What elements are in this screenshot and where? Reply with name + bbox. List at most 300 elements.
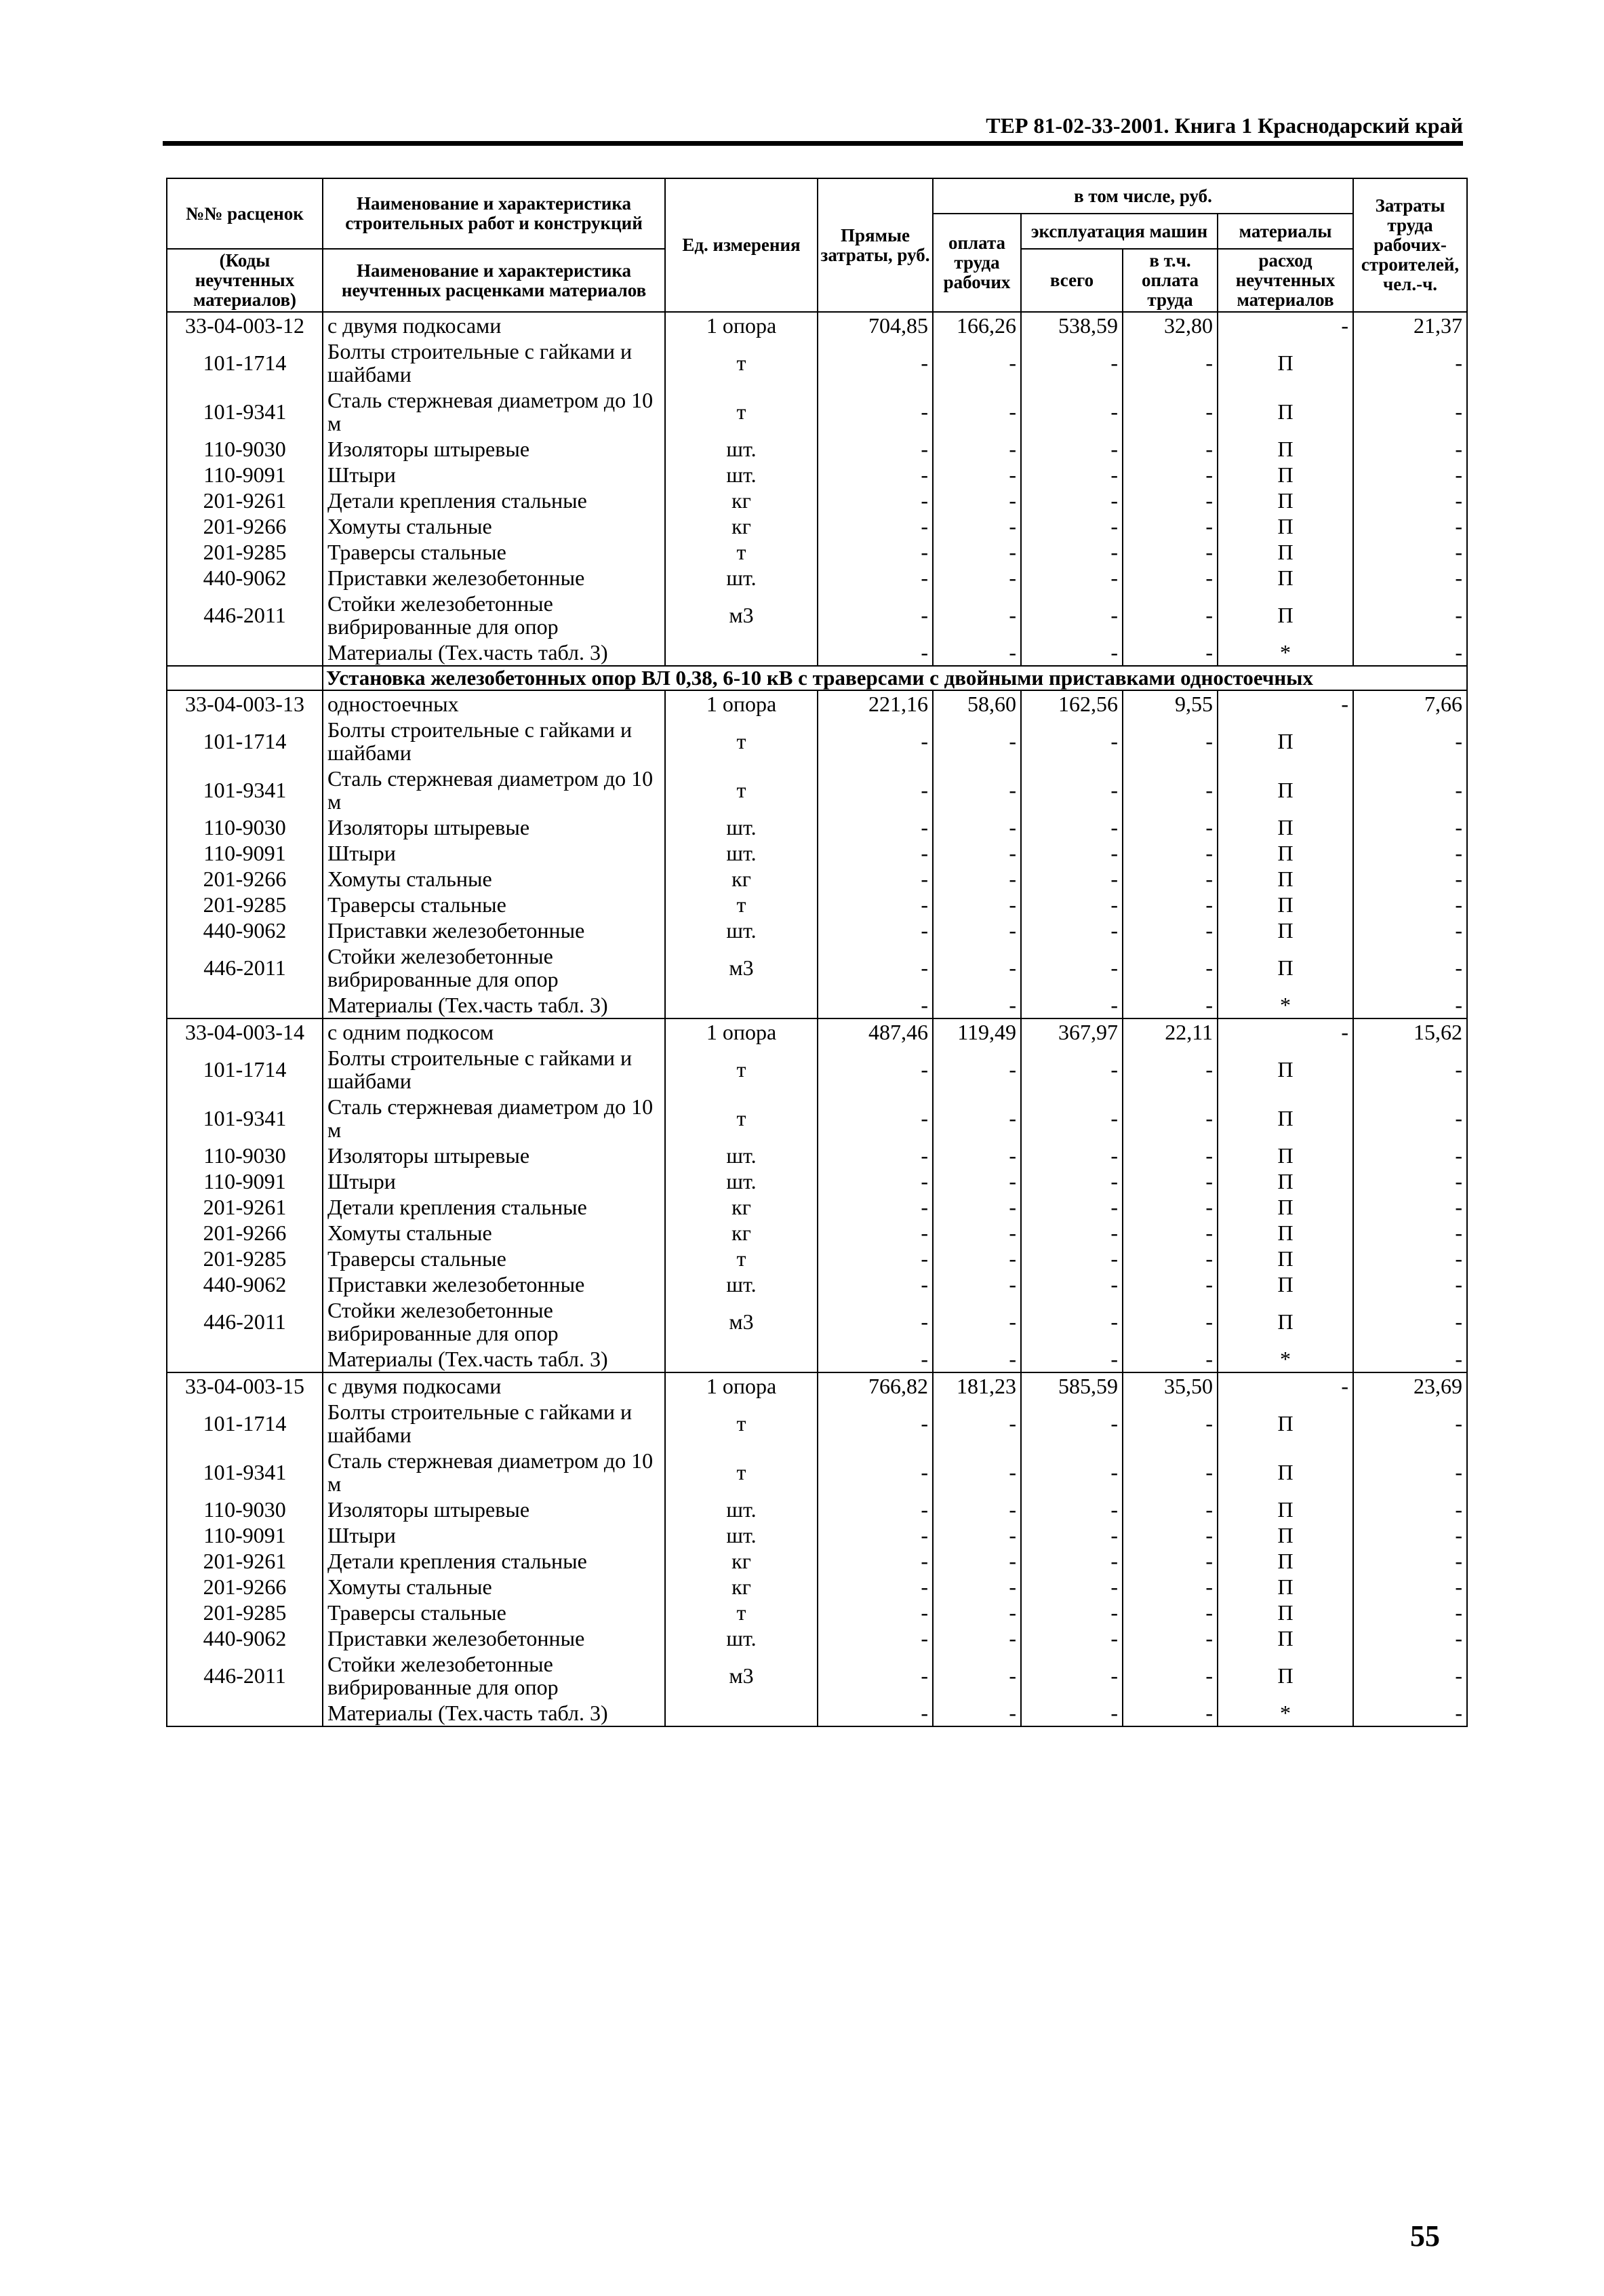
wage-dash: - bbox=[933, 866, 1021, 892]
material-mark: П bbox=[1218, 1094, 1353, 1143]
wage-dash: - bbox=[933, 1651, 1021, 1700]
material-name: Болты строительные с гайками и шайбами bbox=[323, 1045, 665, 1094]
machine-total-dash: - bbox=[1021, 992, 1123, 1018]
labor-dash: - bbox=[1353, 591, 1467, 639]
direct-cost-dash: - bbox=[818, 840, 933, 866]
material-code: 110-9030 bbox=[167, 814, 323, 840]
labor-dash: - bbox=[1353, 1220, 1467, 1246]
rate-labor: 21,37 bbox=[1353, 312, 1467, 338]
table-row-material bbox=[167, 1297, 1467, 1346]
wage-dash: - bbox=[933, 1220, 1021, 1246]
machine-wage-dash: - bbox=[1123, 1625, 1218, 1651]
wage-dash: - bbox=[933, 1448, 1021, 1497]
material-code: 201-9266 bbox=[167, 1220, 323, 1246]
col-mat-sub-header: расход неучтенных материалов bbox=[1218, 249, 1353, 312]
direct-cost-dash: - bbox=[818, 1548, 933, 1574]
machine-total-dash: - bbox=[1021, 1700, 1123, 1726]
labor-dash: - bbox=[1353, 814, 1467, 840]
material-unit: шт. bbox=[665, 565, 818, 591]
machine-wage-dash: - bbox=[1123, 488, 1218, 513]
labor-dash: - bbox=[1353, 639, 1467, 666]
wage-dash: - bbox=[933, 436, 1021, 462]
material-unit bbox=[665, 1346, 818, 1372]
direct-cost-dash: - bbox=[818, 338, 933, 387]
table-row-material bbox=[167, 1625, 1467, 1651]
wage-dash: - bbox=[933, 1045, 1021, 1094]
rate-wage: 181,23 bbox=[933, 1372, 1021, 1399]
wage-dash: - bbox=[933, 917, 1021, 943]
material-code: 110-9091 bbox=[167, 462, 323, 488]
table-row-material bbox=[167, 1574, 1467, 1600]
material-code: 446-2011 bbox=[167, 1297, 323, 1346]
machine-total-dash: - bbox=[1021, 1600, 1123, 1625]
material-name: Стойки железобетонные вибрированные для опор bbox=[323, 943, 665, 992]
col-incl-header: в том числе, руб. bbox=[933, 178, 1353, 214]
col-name-header: Наименование и характеристика строительных работ и конструкций bbox=[323, 178, 665, 249]
table-row-material bbox=[167, 1168, 1467, 1194]
material-name: Сталь стержневая диаметром до 10 м bbox=[323, 766, 665, 814]
machine-wage-dash: - bbox=[1123, 1194, 1218, 1220]
table-row-material bbox=[167, 1399, 1467, 1448]
labor-dash: - bbox=[1353, 717, 1467, 766]
wage-dash: - bbox=[933, 1143, 1021, 1168]
machine-wage-dash: - bbox=[1123, 766, 1218, 814]
direct-cost-dash: - bbox=[818, 992, 933, 1018]
material-name: Хомуты стальные bbox=[323, 866, 665, 892]
material-unit: т bbox=[665, 892, 818, 917]
material-code: 110-9030 bbox=[167, 1143, 323, 1168]
material-unit bbox=[665, 992, 818, 1018]
machine-total-dash: - bbox=[1021, 814, 1123, 840]
table-row-material bbox=[167, 1194, 1467, 1220]
labor-dash: - bbox=[1353, 1271, 1467, 1297]
rate-labor: 7,66 bbox=[1353, 690, 1467, 717]
machine-total-dash: - bbox=[1021, 1194, 1123, 1220]
direct-cost-dash: - bbox=[818, 462, 933, 488]
machine-total-dash: - bbox=[1021, 338, 1123, 387]
direct-cost-dash: - bbox=[818, 1700, 933, 1726]
rate-machine-wage: 9,55 bbox=[1123, 690, 1218, 717]
material-mark: П bbox=[1218, 766, 1353, 814]
machine-wage-dash: - bbox=[1123, 1522, 1218, 1548]
direct-cost-dash: - bbox=[818, 1297, 933, 1346]
direct-cost-dash: - bbox=[818, 1271, 933, 1297]
wage-dash: - bbox=[933, 1700, 1021, 1726]
wage-dash: - bbox=[933, 1399, 1021, 1448]
material-name: Штыри bbox=[323, 840, 665, 866]
material-code: 110-9030 bbox=[167, 436, 323, 462]
material-unit: кг bbox=[665, 1194, 818, 1220]
material-code: 101-9341 bbox=[167, 1448, 323, 1497]
machine-wage-dash: - bbox=[1123, 436, 1218, 462]
table-row-material bbox=[167, 1094, 1467, 1143]
machine-total-dash: - bbox=[1021, 1548, 1123, 1574]
wage-dash: - bbox=[933, 992, 1021, 1018]
direct-cost-dash: - bbox=[818, 1625, 933, 1651]
table-row-material bbox=[167, 1548, 1467, 1574]
material-code: 446-2011 bbox=[167, 1651, 323, 1700]
direct-cost-dash: - bbox=[818, 1094, 933, 1143]
table-row-material bbox=[167, 1700, 1467, 1726]
direct-cost-dash: - bbox=[818, 814, 933, 840]
rate-name: одностоечных bbox=[323, 690, 665, 717]
table-row-material bbox=[167, 892, 1467, 917]
material-mark: П bbox=[1218, 1297, 1353, 1346]
material-code: 110-9091 bbox=[167, 1522, 323, 1548]
material-mark: П bbox=[1218, 1548, 1353, 1574]
material-name: Сталь стержневая диаметром до 10 м bbox=[323, 1448, 665, 1497]
machine-wage-dash: - bbox=[1123, 639, 1218, 666]
material-mark: П bbox=[1218, 892, 1353, 917]
table-row-rate bbox=[167, 1018, 1467, 1045]
labor-dash: - bbox=[1353, 1346, 1467, 1372]
direct-cost-dash: - bbox=[818, 436, 933, 462]
rate-machine-total: 367,97 bbox=[1021, 1018, 1123, 1045]
material-name: Стойки железобетонные вибрированные для опор bbox=[323, 591, 665, 639]
wage-dash: - bbox=[933, 814, 1021, 840]
machine-wage-dash: - bbox=[1123, 539, 1218, 565]
col-wage-header: оплата труда рабочих bbox=[933, 214, 1021, 312]
material-code: 101-9341 bbox=[167, 766, 323, 814]
wage-dash: - bbox=[933, 1094, 1021, 1143]
machine-total-dash: - bbox=[1021, 462, 1123, 488]
rate-materials: - bbox=[1218, 1372, 1353, 1399]
material-mark: П bbox=[1218, 1522, 1353, 1548]
material-name: Штыри bbox=[323, 1522, 665, 1548]
direct-cost-dash: - bbox=[818, 1399, 933, 1448]
rate-labor: 15,62 bbox=[1353, 1018, 1467, 1045]
material-name: Стойки железобетонные вибрированные для опор bbox=[323, 1651, 665, 1700]
table-row-material bbox=[167, 539, 1467, 565]
material-name: Траверсы стальные bbox=[323, 539, 665, 565]
material-unit: шт. bbox=[665, 1522, 818, 1548]
material-code bbox=[167, 639, 323, 666]
material-name: Детали крепления стальные bbox=[323, 1548, 665, 1574]
material-unit: т bbox=[665, 1600, 818, 1625]
direct-cost-dash: - bbox=[818, 717, 933, 766]
material-name: Приставки железобетонные bbox=[323, 565, 665, 591]
rate-wage: 166,26 bbox=[933, 312, 1021, 338]
machine-wage-dash: - bbox=[1123, 943, 1218, 992]
table-row-material bbox=[167, 766, 1467, 814]
material-code: 440-9062 bbox=[167, 565, 323, 591]
machine-wage-dash: - bbox=[1123, 1220, 1218, 1246]
wage-dash: - bbox=[933, 462, 1021, 488]
material-name: Материалы (Тех.часть табл. 3) bbox=[323, 992, 665, 1018]
labor-dash: - bbox=[1353, 943, 1467, 992]
direct-cost-dash: - bbox=[818, 1600, 933, 1625]
material-mark: П bbox=[1218, 814, 1353, 840]
table-row-material bbox=[167, 338, 1467, 387]
material-unit: т bbox=[665, 1045, 818, 1094]
material-mark: П bbox=[1218, 1194, 1353, 1220]
material-code: 101-1714 bbox=[167, 1045, 323, 1094]
rate-name: с двумя подкосами bbox=[323, 1372, 665, 1399]
labor-dash: - bbox=[1353, 992, 1467, 1018]
header-title: ТЕР 81-02-33-2001. Книга 1 Краснодарский край bbox=[986, 113, 1463, 138]
material-mark: П bbox=[1218, 387, 1353, 436]
direct-cost-dash: - bbox=[818, 1143, 933, 1168]
machine-wage-dash: - bbox=[1123, 338, 1218, 387]
machine-wage-dash: - bbox=[1123, 866, 1218, 892]
machine-total-dash: - bbox=[1021, 1094, 1123, 1143]
rate-machine-total: 162,56 bbox=[1021, 690, 1123, 717]
material-unit: шт. bbox=[665, 1497, 818, 1522]
labor-dash: - bbox=[1353, 1246, 1467, 1271]
material-name: Траверсы стальные bbox=[323, 1600, 665, 1625]
machine-wage-dash: - bbox=[1123, 1700, 1218, 1726]
machine-wage-dash: - bbox=[1123, 717, 1218, 766]
direct-cost-dash: - bbox=[818, 1168, 933, 1194]
wage-dash: - bbox=[933, 1194, 1021, 1220]
direct-cost-dash: - bbox=[818, 892, 933, 917]
material-name: Изоляторы штыревые bbox=[323, 1143, 665, 1168]
table-row-material bbox=[167, 1497, 1467, 1522]
table-row-material bbox=[167, 943, 1467, 992]
machine-wage-dash: - bbox=[1123, 1168, 1218, 1194]
material-mark: П bbox=[1218, 539, 1353, 565]
rate-code: 33-04-003-15 bbox=[167, 1372, 323, 1399]
labor-dash: - bbox=[1353, 1045, 1467, 1094]
material-mark: П bbox=[1218, 1448, 1353, 1497]
material-mark: П bbox=[1218, 591, 1353, 639]
material-name: Материалы (Тех.часть табл. 3) bbox=[323, 1346, 665, 1372]
machine-total-dash: - bbox=[1021, 717, 1123, 766]
material-unit: кг bbox=[665, 866, 818, 892]
machine-total-dash: - bbox=[1021, 387, 1123, 436]
material-code: 440-9062 bbox=[167, 917, 323, 943]
wage-dash: - bbox=[933, 1346, 1021, 1372]
material-mark: П bbox=[1218, 1045, 1353, 1094]
material-code: 201-9285 bbox=[167, 539, 323, 565]
table-row-rate bbox=[167, 1372, 1467, 1399]
material-code: 201-9285 bbox=[167, 892, 323, 917]
page-number: 55 bbox=[1410, 2219, 1440, 2253]
table-row-material bbox=[167, 814, 1467, 840]
material-name: Приставки железобетонные bbox=[323, 1271, 665, 1297]
machine-wage-dash: - bbox=[1123, 1246, 1218, 1271]
machine-total-dash: - bbox=[1021, 892, 1123, 917]
direct-cost-dash: - bbox=[818, 565, 933, 591]
direct-cost-dash: - bbox=[818, 513, 933, 539]
table-row-material bbox=[167, 1045, 1467, 1094]
machine-wage-dash: - bbox=[1123, 1346, 1218, 1372]
section-row bbox=[167, 666, 1467, 690]
labor-dash: - bbox=[1353, 892, 1467, 917]
machine-total-dash: - bbox=[1021, 1574, 1123, 1600]
direct-cost-dash: - bbox=[818, 1651, 933, 1700]
direct-cost-dash: - bbox=[818, 943, 933, 992]
material-name: Материалы (Тех.часть табл. 3) bbox=[323, 639, 665, 666]
rate-direct-cost: 704,85 bbox=[818, 312, 933, 338]
machine-wage-dash: - bbox=[1123, 1399, 1218, 1448]
material-unit: шт. bbox=[665, 436, 818, 462]
rate-materials: - bbox=[1218, 1018, 1353, 1045]
material-mark: П bbox=[1218, 1497, 1353, 1522]
direct-cost-dash: - bbox=[818, 1497, 933, 1522]
machine-wage-dash: - bbox=[1123, 591, 1218, 639]
material-unit: м3 bbox=[665, 591, 818, 639]
labor-dash: - bbox=[1353, 1700, 1467, 1726]
material-mark: П bbox=[1218, 1246, 1353, 1271]
material-unit: м3 bbox=[665, 943, 818, 992]
wage-dash: - bbox=[933, 488, 1021, 513]
col-code-subheader: (Коды неучтенных материалов) bbox=[167, 249, 323, 312]
labor-dash: - bbox=[1353, 866, 1467, 892]
machine-wage-dash: - bbox=[1123, 462, 1218, 488]
material-name: Болты строительные с гайками и шайбами bbox=[323, 717, 665, 766]
labor-dash: - bbox=[1353, 1094, 1467, 1143]
machine-wage-dash: - bbox=[1123, 1297, 1218, 1346]
material-name: Материалы (Тех.часть табл. 3) bbox=[323, 1700, 665, 1726]
machine-total-dash: - bbox=[1021, 1399, 1123, 1448]
material-name: Штыри bbox=[323, 462, 665, 488]
direct-cost-dash: - bbox=[818, 591, 933, 639]
col-unit-header: Ед. измерения bbox=[665, 178, 818, 312]
machine-total-dash: - bbox=[1021, 943, 1123, 992]
rate-name: с одним подкосом bbox=[323, 1018, 665, 1045]
material-code: 110-9030 bbox=[167, 1497, 323, 1522]
machine-wage-dash: - bbox=[1123, 1574, 1218, 1600]
labor-dash: - bbox=[1353, 766, 1467, 814]
material-code: 440-9062 bbox=[167, 1625, 323, 1651]
col-name-subheader: Наименование и характеристика неучтенных расценками материалов bbox=[323, 249, 665, 312]
wage-dash: - bbox=[933, 766, 1021, 814]
machine-wage-dash: - bbox=[1123, 387, 1218, 436]
machine-total-dash: - bbox=[1021, 639, 1123, 666]
table-row-material bbox=[167, 639, 1467, 666]
table-row-material bbox=[167, 591, 1467, 639]
material-unit: т bbox=[665, 1399, 818, 1448]
material-unit bbox=[665, 1700, 818, 1726]
machine-total-dash: - bbox=[1021, 1448, 1123, 1497]
machine-wage-dash: - bbox=[1123, 1600, 1218, 1625]
machine-total-dash: - bbox=[1021, 513, 1123, 539]
table-row-rate bbox=[167, 312, 1467, 338]
material-unit: кг bbox=[665, 1220, 818, 1246]
machine-total-dash: - bbox=[1021, 436, 1123, 462]
material-mark: П bbox=[1218, 462, 1353, 488]
material-unit: т bbox=[665, 1246, 818, 1271]
material-name: Детали крепления стальные bbox=[323, 488, 665, 513]
wage-dash: - bbox=[933, 387, 1021, 436]
material-name: Изоляторы штыревые bbox=[323, 1497, 665, 1522]
labor-dash: - bbox=[1353, 1522, 1467, 1548]
wage-dash: - bbox=[933, 513, 1021, 539]
machine-wage-dash: - bbox=[1123, 814, 1218, 840]
labor-dash: - bbox=[1353, 513, 1467, 539]
machine-total-dash: - bbox=[1021, 866, 1123, 892]
col-mat-header: материалы bbox=[1218, 214, 1353, 249]
machine-wage-dash: - bbox=[1123, 992, 1218, 1018]
table-row-material bbox=[167, 866, 1467, 892]
material-code: 201-9285 bbox=[167, 1600, 323, 1625]
machine-wage-dash: - bbox=[1123, 513, 1218, 539]
material-name: Штыри bbox=[323, 1168, 665, 1194]
machine-total-dash: - bbox=[1021, 1297, 1123, 1346]
direct-cost-dash: - bbox=[818, 1522, 933, 1548]
wage-dash: - bbox=[933, 1625, 1021, 1651]
labor-dash: - bbox=[1353, 462, 1467, 488]
labor-dash: - bbox=[1353, 1448, 1467, 1497]
table-row-material bbox=[167, 387, 1467, 436]
table-row-material bbox=[167, 992, 1467, 1018]
machine-wage-dash: - bbox=[1123, 1651, 1218, 1700]
wage-dash: - bbox=[933, 338, 1021, 387]
labor-dash: - bbox=[1353, 1297, 1467, 1346]
rate-direct-cost: 766,82 bbox=[818, 1372, 933, 1399]
wage-dash: - bbox=[933, 1168, 1021, 1194]
material-unit: шт. bbox=[665, 1271, 818, 1297]
rate-wage: 119,49 bbox=[933, 1018, 1021, 1045]
direct-cost-dash: - bbox=[818, 866, 933, 892]
machine-wage-dash: - bbox=[1123, 917, 1218, 943]
material-unit: т bbox=[665, 539, 818, 565]
material-mark: П bbox=[1218, 338, 1353, 387]
machine-total-dash: - bbox=[1021, 488, 1123, 513]
material-code bbox=[167, 1346, 323, 1372]
material-code: 201-9261 bbox=[167, 1548, 323, 1574]
material-name: Приставки железобетонные bbox=[323, 917, 665, 943]
material-code: 446-2011 bbox=[167, 943, 323, 992]
table-row-material bbox=[167, 1651, 1467, 1700]
material-mark: * bbox=[1218, 639, 1353, 666]
material-unit: шт. bbox=[665, 1168, 818, 1194]
rate-machine-wage: 32,80 bbox=[1123, 312, 1218, 338]
rate-code: 33-04-003-14 bbox=[167, 1018, 323, 1045]
material-mark: П bbox=[1218, 840, 1353, 866]
wage-dash: - bbox=[933, 1497, 1021, 1522]
labor-dash: - bbox=[1353, 436, 1467, 462]
material-name: Сталь стержневая диаметром до 10 м bbox=[323, 387, 665, 436]
table-row-material bbox=[167, 1246, 1467, 1271]
rate-name: с двумя подкосами bbox=[323, 312, 665, 338]
table-row-material bbox=[167, 1346, 1467, 1372]
rate-labor: 23,69 bbox=[1353, 1372, 1467, 1399]
material-mark: П bbox=[1218, 943, 1353, 992]
wage-dash: - bbox=[933, 1271, 1021, 1297]
machine-total-dash: - bbox=[1021, 766, 1123, 814]
material-unit: т bbox=[665, 1448, 818, 1497]
material-mark: П bbox=[1218, 1600, 1353, 1625]
table-row-material bbox=[167, 513, 1467, 539]
rate-machine-total: 585,59 bbox=[1021, 1372, 1123, 1399]
wage-dash: - bbox=[933, 1297, 1021, 1346]
labor-dash: - bbox=[1353, 1574, 1467, 1600]
machine-total-dash: - bbox=[1021, 1625, 1123, 1651]
material-code: 101-1714 bbox=[167, 338, 323, 387]
labor-dash: - bbox=[1353, 1600, 1467, 1625]
labor-dash: - bbox=[1353, 1168, 1467, 1194]
material-code: 201-9266 bbox=[167, 1574, 323, 1600]
labor-dash: - bbox=[1353, 840, 1467, 866]
wage-dash: - bbox=[933, 943, 1021, 992]
material-name: Детали крепления стальные bbox=[323, 1194, 665, 1220]
machine-total-dash: - bbox=[1021, 1651, 1123, 1700]
machine-total-dash: - bbox=[1021, 917, 1123, 943]
wage-dash: - bbox=[933, 639, 1021, 666]
material-mark: * bbox=[1218, 1346, 1353, 1372]
material-mark: * bbox=[1218, 992, 1353, 1018]
material-mark: П bbox=[1218, 513, 1353, 539]
material-unit: т bbox=[665, 387, 818, 436]
machine-total-dash: - bbox=[1021, 1497, 1123, 1522]
machine-total-dash: - bbox=[1021, 840, 1123, 866]
material-name: Болты строительные с гайками и шайбами bbox=[323, 338, 665, 387]
machine-wage-dash: - bbox=[1123, 1094, 1218, 1143]
machine-total-dash: - bbox=[1021, 1143, 1123, 1168]
section-spacer bbox=[167, 666, 323, 690]
